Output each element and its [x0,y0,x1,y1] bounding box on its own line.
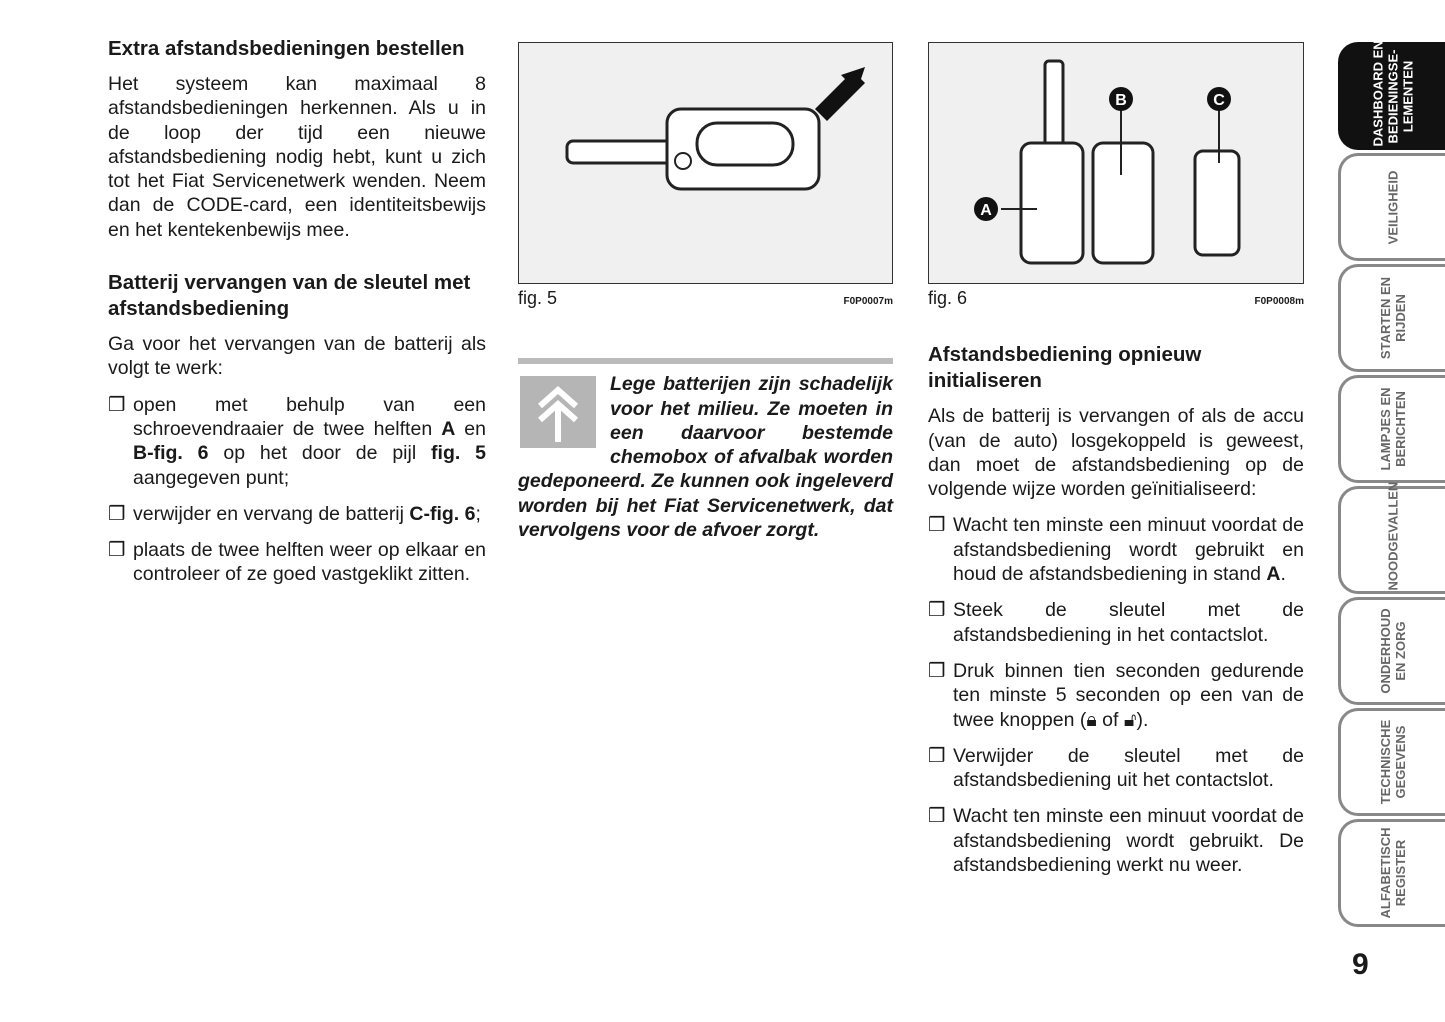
text: A [1266,563,1281,586]
column-middle [518,42,893,542]
text: en [455,417,486,440]
tab-label: TECHNISCHE GEGEVENS [1378,719,1408,805]
tab-technische[interactable] [1338,708,1445,816]
text: ; [475,502,481,525]
warning-text: Lege batterijen zijn schadelijk voor het milieu. Ze moeten in een daarvoor bestemde chemobox of afvalbak worden gedeponeerd. Ze kunnen ook ingeleverd worden bij het Fiat Servicenetwerk, dat vervolgens voor de afvoer zorgt. [518,373,893,542]
checkbox-bullet-icon: ❒ [928,744,946,767]
text: ). [1136,708,1149,731]
paragraph: Het systeem kan maximaal 8 afstandsbedieningen herkennen. Als u in de loop der tijd een nieuwe afstandsbediening nodig hebt, kunt u zich tot het Fiat Servicenetwerk wenden. Neem dan de CODE-card, een identiteitsbewijs en het kentekenbewijs mee. [108,73,486,241]
checkbox-bullet-icon: ❒ [108,539,126,562]
list-item [928,804,1304,877]
column-right [928,42,1304,889]
tab-veiligheid[interactable] [1338,153,1445,261]
tab-label: STARTEN EN RIJDEN [1378,276,1408,360]
section-tabs [1338,39,1445,930]
list-item [108,393,486,490]
list-item [928,744,1304,793]
checkbox-bullet-icon: ❒ [928,599,946,622]
tab-label: LAMPJES EN BERICHTEN [1378,387,1408,471]
checkbox-bullet-icon: ❒ [928,659,946,682]
tab-label: ALFABETISCH REGISTER [1378,827,1408,919]
text: op het door de pijl [208,442,432,465]
tab-register[interactable] [1338,819,1445,927]
list-item [928,659,1304,732]
text: Steek de sleutel met de afstandsbediening in het contactslot. [953,599,1304,646]
figure-6 [928,42,1304,284]
environment-warning [518,358,893,542]
tab-label: VEILIGHEID [1385,170,1401,244]
tab-noodgevallen[interactable] [1338,481,1445,594]
text: Druk binnen tien seconden gedurende ten minste 5 seconden op een van de twee knoppen ( [953,659,1304,731]
text: Verwijder de sleutel met de afstandsbediening uit het contactslot. [953,744,1304,792]
label-b: B [1115,92,1127,109]
text: Wacht ten minste een minuut voordat de afstandsbediening wordt gebruikt. De afstandsbediening werkt nu weer. [953,805,1304,877]
heading-battery-replace: Batterij vervangen van de sleutel met afstandsbediening [108,271,471,321]
key-fob-open-illustration [929,43,1301,281]
figure-caption: fig. 6 [928,288,968,308]
label-a: A [980,202,992,219]
checkbox-bullet-icon: ❒ [928,514,946,537]
checkbox-bullet-icon: ❒ [108,393,126,416]
list-item [928,513,1304,586]
page-number: 9 [1352,948,1369,981]
text: of [1096,708,1124,731]
checkbox-bullet-icon: ❒ [108,502,126,525]
text: aangegeven punt; [133,466,290,489]
tab-label: ONDERHOUD EN ZORG [1378,608,1408,694]
checkbox-bullet-icon: ❒ [928,805,946,828]
tab-label: DASHBOARD EN BEDIENINGSE- LEMENTEN [1370,39,1416,146]
text: . [1280,563,1286,586]
figure-5 [518,42,893,284]
list-item [108,502,486,526]
text: open met behulp van een schroevendraaier de twee helften [133,393,486,440]
recycle-warning-icon [520,376,596,448]
column-left [108,36,486,599]
text: plaats de twee helften weer op elkaar en controleer of ze goed vastgeklikt zitten. [133,539,486,586]
tab-dashboard[interactable] [1338,39,1445,150]
tab-lampjes[interactable] [1338,375,1445,483]
figure-caption: fig. 5 [518,288,558,308]
list-item [108,538,486,587]
text: C-fig. 6 [409,502,476,525]
tab-starten[interactable] [1338,264,1445,372]
tab-onderhoud[interactable] [1338,597,1445,705]
list-item [928,598,1304,647]
text: B-fig. 6 [133,442,209,465]
text: fig. 5 [431,442,486,465]
label-c: C [1213,92,1225,109]
figure-code: F0P0007m [843,296,893,307]
key-fob-illustration [519,43,891,281]
figure-code: F0P0008m [1254,296,1304,307]
paragraph: Ga voor het vervangen van de batterij als volgt te werk: [108,333,486,380]
text: Wacht ten minste een minuut voordat de afstandsbediening wordt gebruikt en houd de afstandsbediening in stand [953,514,1304,586]
paragraph: Als de batterij is vervangen of als de accu (van de auto) losgekoppeld is geweest, dan moet de afstandsbediening op de volgende wijze worden geïnitialiseerd: [928,405,1304,501]
unlock-button-icon: 🔓︎ [1123,708,1137,731]
lock-button-icon: 🔒︎ [1086,708,1097,731]
heading-reinitialize: Afstandsbediening opnieuw initialiseren [928,343,1202,393]
tab-label: NOODGEVALLEN [1385,481,1401,590]
text: A [441,417,456,440]
heading-extra-remotes: Extra afstandsbedieningen bestellen [108,37,465,60]
text: verwijder en vervang de batterij [133,502,410,525]
